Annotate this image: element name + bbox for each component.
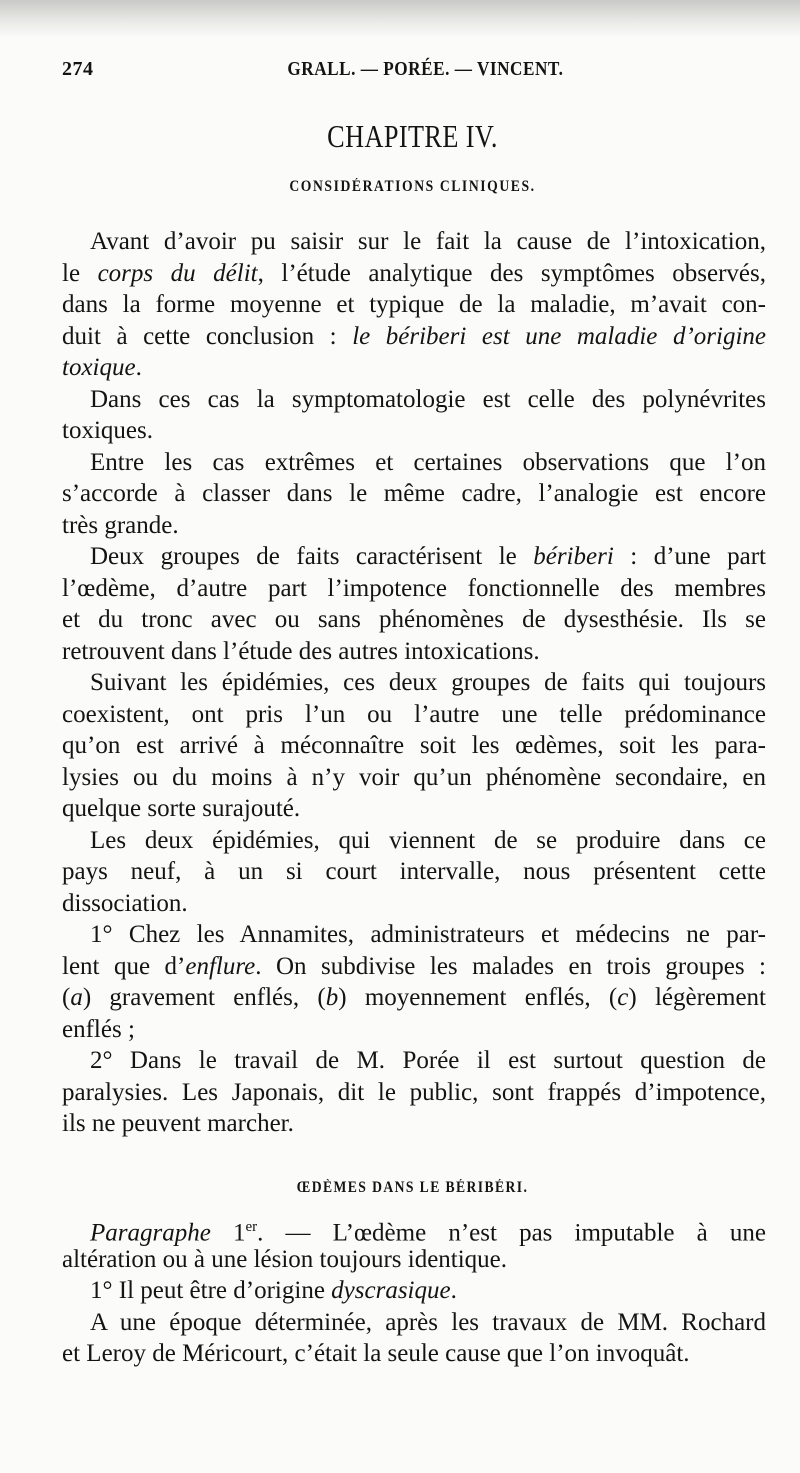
- text-line: [62, 510, 766, 542]
- text-run: 1° Chez les Annamites, administrateurs et médecins ne par-: [90, 921, 766, 948]
- text-run: toxiques.: [62, 417, 153, 444]
- text-run: , l’étude analytique des symptômes observés,: [257, 259, 766, 287]
- italic-text: a: [70, 984, 83, 1011]
- text-run: le: [62, 259, 98, 287]
- text-run: Suivant les épidémies, ces deux groupes de faits qui toujours: [90, 669, 766, 696]
- text-line: [62, 888, 766, 920]
- section-title: CONSIDÉRATIONS CLINIQUES.: [289, 178, 536, 195]
- text-line: [62, 478, 766, 510]
- italic-text: corps du délit: [97, 259, 258, 287]
- page-number: 274: [62, 58, 94, 80]
- text-run: . On subdivise les malades en trois groupes :: [255, 952, 766, 980]
- text-line: [62, 856, 766, 888]
- text-line: [62, 321, 766, 353]
- text-line: [62, 289, 766, 321]
- text-run: ) moyennement enflés, (: [338, 984, 618, 1011]
- text-run: Entre les cas extrêmes et certaines observations que l’on: [90, 448, 766, 476]
- text-line: [62, 258, 766, 290]
- italic-text: bériberi: [533, 543, 614, 570]
- text-run: lent que d’: [62, 952, 186, 980]
- text-run: dans la forme moyenne et typique de la maladie, m’avait con-: [62, 291, 766, 318]
- text-line: [62, 1338, 766, 1370]
- text-run: coexistent, ont pris l’un ou l’autre une telle prédominance: [62, 700, 766, 728]
- text-line: [62, 226, 766, 258]
- text-line: [62, 982, 766, 1014]
- text-run: ) légèrement: [628, 984, 766, 1011]
- text-run: Dans ces cas la symptomatologie est celle des polynévrites: [90, 385, 766, 413]
- text-line: [62, 541, 766, 573]
- text-run: l’œdème, d’autre part l’impotence fonctionnelle des membres: [62, 574, 766, 602]
- scan-edge-shadow: [0, 0, 800, 38]
- text-run: .: [135, 354, 142, 381]
- text-run: lysies ou du moins à n’y voir qu’un phénomène secondaire, en: [62, 763, 766, 791]
- text-run: et du tronc avec ou sans phénomènes de dysesthésie. Ils se: [62, 606, 766, 633]
- text-run: 2° Dans le travail de M. Porée il est surtout question de: [90, 1047, 766, 1074]
- text-run: retrouvent dans l’étude des autres intoxications.: [62, 637, 540, 665]
- text-line: [62, 1244, 766, 1276]
- italic-text: toxique: [62, 354, 136, 381]
- body-text-main: [62, 226, 766, 1140]
- text-run: Deux groupes de faits caractérisent le: [90, 543, 534, 570]
- text-line: [62, 604, 766, 636]
- italic-text: b: [325, 984, 339, 1011]
- text-run: (: [62, 984, 71, 1011]
- text-run: duit à cette conclusion :: [62, 322, 353, 350]
- text-line: [62, 825, 766, 857]
- text-line: [62, 1307, 766, 1339]
- text-line: [62, 352, 766, 384]
- text-line: [62, 1077, 766, 1109]
- text-run: Avant d’avoir pu saisir sur le fait la cause de l’intoxication,: [90, 228, 766, 255]
- text-run: très grande.: [62, 511, 179, 539]
- text-run: enflés ;: [62, 1015, 135, 1043]
- text-run: ils ne peuvent marcher.: [62, 1110, 294, 1137]
- text-line: [62, 1275, 766, 1307]
- text-line: [62, 1045, 766, 1077]
- text-run: . — L’œdème n’est pas imputable à une: [257, 1219, 766, 1247]
- text-run: : d’une part: [613, 543, 766, 570]
- italic-text: dyscrasique: [331, 1277, 451, 1304]
- text-line: [62, 699, 766, 731]
- text-run: s’accorde à classer dans le même cadre, l’analogie est encore: [62, 480, 766, 507]
- text-run: .: [450, 1277, 457, 1304]
- text-line: [62, 415, 766, 447]
- text-run: dissociation.: [62, 889, 188, 917]
- text-line: [62, 793, 766, 825]
- running-head: GRALL. — PORÉE. — VINCENT.: [287, 58, 564, 80]
- subsection-title: ŒDÈMES DANS LE BÉRIBÉRI.: [296, 1179, 529, 1196]
- text-run: A une époque déterminée, après les travaux de MM. Rochard: [90, 1308, 766, 1336]
- body-text-continued: [62, 1212, 766, 1370]
- italic-text: c: [617, 984, 629, 1011]
- text-line: [62, 1212, 766, 1247]
- text-run: Les deux épidémies, qui viennent de se produire dans ce: [90, 826, 766, 854]
- text-line: [62, 951, 766, 983]
- text-run: quelque sorte surajouté.: [62, 795, 301, 822]
- text-line: [62, 447, 766, 479]
- superscript: er: [245, 1219, 258, 1235]
- text-run: ) gravement enflés, (: [82, 984, 326, 1011]
- text-run: et Leroy de Méricourt, c’était la seule cause que l’on invoquât.: [62, 1340, 690, 1367]
- text-line: [62, 919, 766, 951]
- text-line: [62, 730, 766, 762]
- italic-text: enflure: [185, 952, 256, 980]
- text-line: [62, 573, 766, 605]
- chapter-title: CHAPITRE IV.: [327, 118, 498, 154]
- text-line: [62, 384, 766, 416]
- text-run: paralysies. Les Japonais, dit le public, sont frappés d’impotence,: [62, 1078, 766, 1106]
- italic-text: le bériberi est une maladie d’origine: [352, 322, 766, 350]
- text-run: 1: [210, 1219, 246, 1247]
- text-run: pays neuf, à un si court intervalle, nous présentent cette: [62, 858, 766, 885]
- text-run: qu’on est arrivé à méconnaître soit les œdèmes, soit les para-: [62, 732, 766, 759]
- text-run: altération ou à une lésion toujours identique.: [62, 1245, 508, 1273]
- text-run: 1° Il peut être d’origine: [90, 1277, 332, 1304]
- text-line: [62, 636, 766, 668]
- page-header: [60, 58, 765, 88]
- italic-text: Paragraphe: [90, 1219, 211, 1247]
- text-line: [62, 762, 766, 794]
- text-line: [62, 1108, 766, 1140]
- text-line: [62, 667, 766, 699]
- text-line: [62, 1014, 766, 1046]
